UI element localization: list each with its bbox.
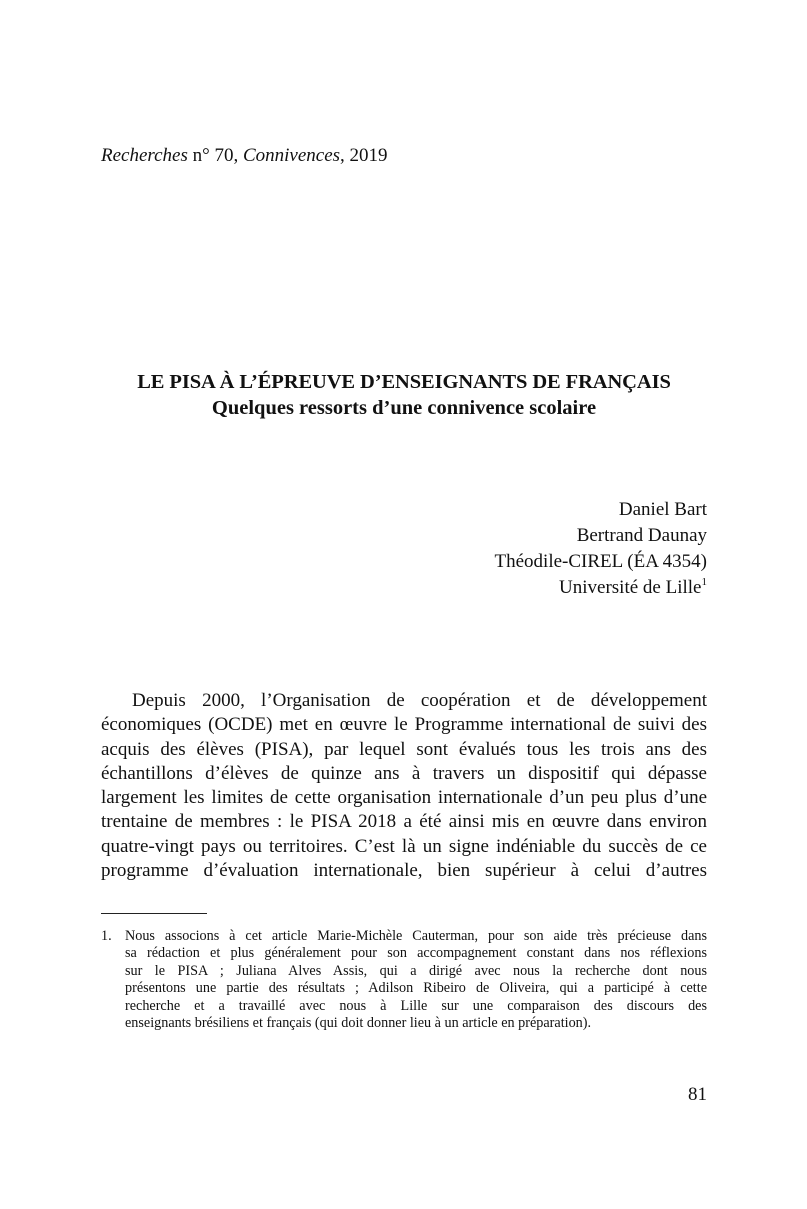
footnote-separator <box>101 913 207 914</box>
issue-theme: Connivences <box>242 145 341 166</box>
journal-name: Recherches <box>101 145 188 166</box>
issue-number: n° 70, <box>187 145 243 166</box>
article-subtitle: Quelques ressorts d’une connivence scolaire <box>211 397 597 419</box>
body-line: échantillons d’élèves de quinze ans à travers un dispositif qui dépasse <box>101 762 707 784</box>
publication-year: , 2019 <box>340 145 388 166</box>
article-title: LE PISA À L’ÉPREUVE D’ENSEIGNANTS DE FRANÇAIS <box>137 371 671 393</box>
author-name: Bertrand Daunay <box>576 525 707 546</box>
body-line: économiques (OCDE) met en œuvre le Programme international de suivi des <box>101 714 707 736</box>
author-affiliation-lab: Théodile-CIREL (ÉA 4354) <box>494 551 707 572</box>
page-number: 81 <box>688 1084 707 1105</box>
footnote-line: sa rédaction et plus généralement pour son accompagnement constant dans nos réflexions <box>125 945 707 962</box>
footnote-line: sur le PISA ; Juliana Alves Assis, qui a dirigé avec nous la recherche dont nous <box>125 962 707 979</box>
journal-reference <box>101 145 388 167</box>
footnote-text <box>125 928 707 1032</box>
footnote-line: enseignants brésiliens et français (qui doit donner lieu à un article en préparation). <box>125 1014 592 1031</box>
author-block <box>495 497 707 601</box>
article-title-block <box>101 369 707 421</box>
author-affiliation-university <box>495 575 707 601</box>
body-line: trentaine de membres : le PISA 2018 a été ainsi mis en œuvre dans environ <box>101 811 707 833</box>
footnote-line: Nous associons à cet article Marie-Michèle Cauterman, pour son aide très précieuse dans <box>125 928 707 944</box>
body-line: Depuis 2000, l’Organisation de coopération et de développement <box>132 690 707 711</box>
footnote-marker[interactable]: 1 <box>701 576 707 588</box>
university-name: Université de Lille <box>559 577 702 598</box>
footnote <box>101 928 707 1032</box>
body-paragraph <box>101 689 707 883</box>
body-line: quatre-vingt pays ou territoires. C’est là un signe indéniable du succès de ce <box>101 835 707 857</box>
body-line: acquis des élèves (PISA), par lequel sont évalués tous les trois ans des <box>101 738 707 760</box>
author-name: Daniel Bart <box>618 499 707 520</box>
footnote-line: recherche et a travaillé avec nous à Lille sur une comparaison des discours des <box>125 997 707 1014</box>
footnote-line: présentons une partie des résultats ; Adilson Ribeiro de Oliveira, qui a participé à cette <box>125 980 707 997</box>
body-line: programme d’évaluation internationale, bien supérieur à celui d’autres <box>101 860 707 882</box>
body-line: largement les limites de cette organisation internationale d’un peu plus d’une <box>101 787 707 809</box>
footnote-number: 1. <box>101 928 112 944</box>
